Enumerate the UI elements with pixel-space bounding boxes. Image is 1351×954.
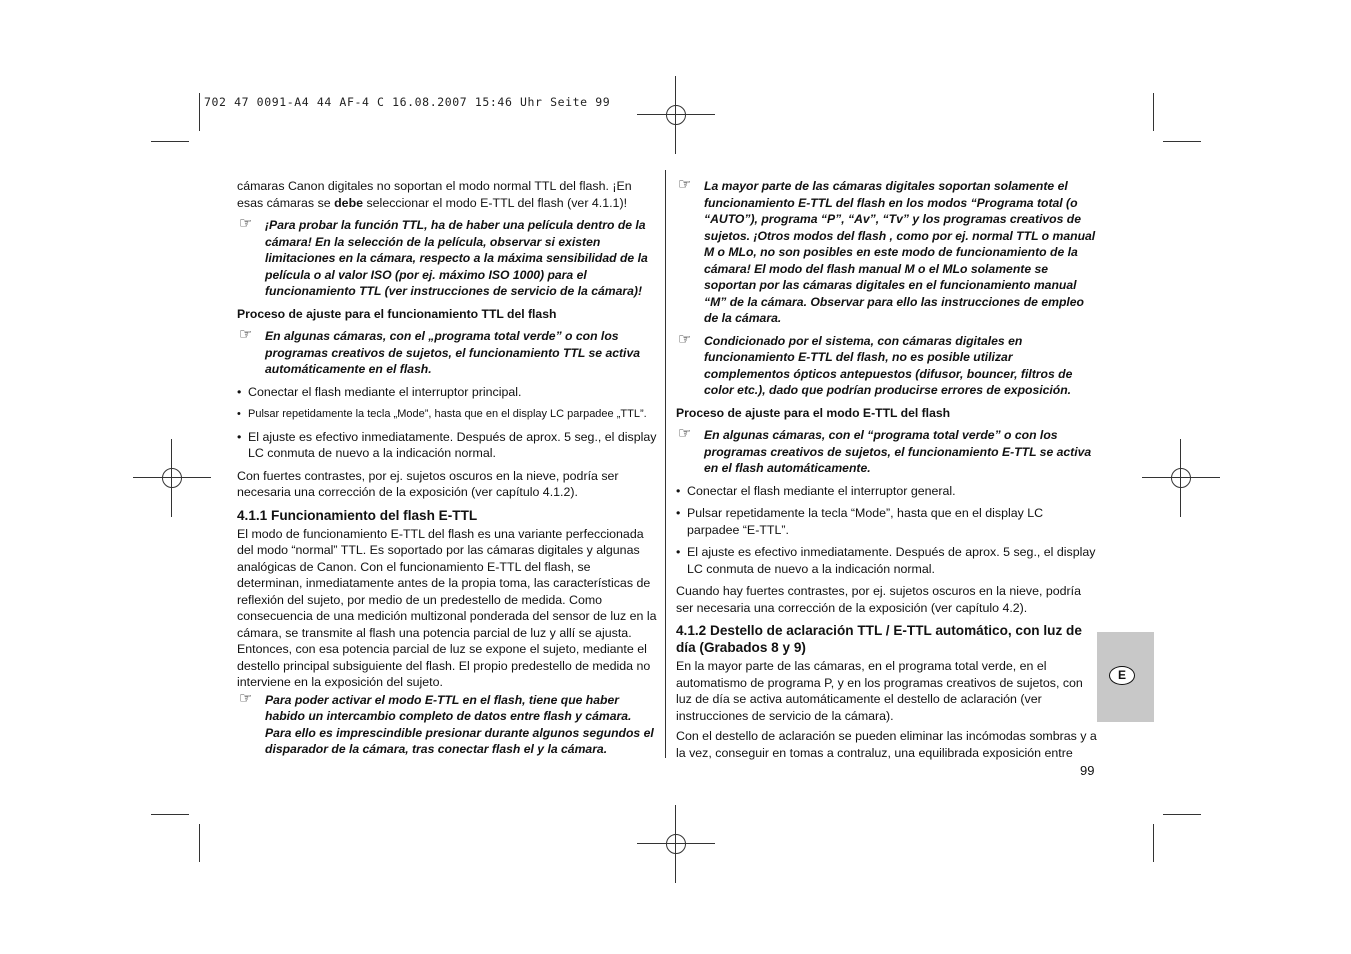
crop-mark [199, 824, 200, 862]
paragraph-fill-flash: En la mayor parte de las cámaras, en el programa total verde, en el automatismo de programa P, y en los programas creativos de sujetos, con luz de día se activa automáticamente el destello de aclaración (ver instrucciones de servicio de la cámara). [676, 659, 1083, 723]
pointing-hand-icon: ☞ [239, 326, 253, 343]
list-item: • Conectar el flash mediante el interruptor general. [676, 483, 1098, 500]
note-digital-cameras: ☞ La mayor parte de las cámaras digitales soportan solamente el funcionamiento E-TTL del flash en los modos “Programa total (o “AUTO”), programa “P”, “Av”, “Tv” y los programas creativos de sujetos. ¡Otros modos del flash , como por ej. normal TTL o manual M o MLo, no son posibles en este modo de funcionamiento de la cámara! El modo del flash manual M o el MLo solamente se soportan por las cámaras digitales en el funcionamiento manual “M” de la cámara. Observar para ello las instrucciones de empleo de la cámara. [678, 176, 1096, 325]
crop-mark [151, 141, 189, 142]
list-item: • Pulsar repetidamente la tecla “Mode”, hasta que en el display LC parpadee “E-TTL”. [676, 505, 1098, 538]
paragraph-ettl: El modo de funcionamiento E-TTL del flash es una variante perfeccionada del modo “normal” TTL. Es soportado por las cámaras digitales y algunas analógicas de Canon. Con el funcionamiento E-TTL del flash, se determinan, inmediatamente antes de la propia toma, las características de reflexión del sujeto, por medio de un predestello de medida. Como consecuencia de una medición multizonal ponderada del sensor de luz en la cámara, se transmite al flash una potencia parcial de luz y allí se ajusta. Entonces, con esa potencia parcial de luz se expone el sujeto, mediante el destello principal subsiguiente del flash. El propio predestello de medida no interviene en la exposición del sujeto. [237, 526, 657, 689]
pointing-hand-icon: ☞ [239, 689, 253, 707]
paragraph-fill-flash-cont: Con el destello de aclaración se pueden eliminar las incómodas sombras y a la vez, conseguir en tomas a contraluz, una equilibrada exposición entre [676, 729, 1097, 760]
list-item: • El ajuste es efectivo inmediatamente. Después de aprox. 5 seg., el display LC conmuta de nuevo a la indicación normal. [237, 429, 658, 462]
list-item: • Pulsar repetidamente la tecla „Mode”, hasta que en el display LC parpadee „TTL”. [237, 406, 658, 423]
page-number: 99 [1080, 763, 1095, 778]
left-column [237, 178, 658, 758]
subheading-ettl-setup: Proceso de ajuste para el modo E-TTL del flash [676, 405, 951, 420]
note-optical-accessories: ☞ Condicionado por el sistema, con cámaras digitales en funcionamiento E-TTL del flash, no es posible utilizar complementos ópticos antepuestos (difusor, bouncer, filtros de color etc.), dado que podrían producirse errores de exposición. [678, 330, 1073, 397]
right-column [676, 178, 1098, 761]
pointing-hand-icon: ☞ [239, 215, 253, 232]
language-badge: E [1109, 666, 1135, 685]
section-heading-412: 4.1.2 Destello de aclaración TTL / E-TTL automático, con luz de día (Grabados 8 y 9) [676, 623, 1082, 655]
registration-mark-icon [1142, 439, 1220, 517]
crop-mark [151, 814, 189, 815]
paragraph-contrast: Con fuertes contrastes, por ej. sujetos oscuros en la nieve, podría ser necesaria una corrección de la exposición (ver capítulo 4.1.2). [237, 468, 619, 499]
pointing-hand-icon: ☞ [678, 176, 692, 193]
intro-paragraph: cámaras Canon digitales no soportan el modo normal TTL del flash. ¡En esas cámaras se debe seleccionar el modo E-TTL del flash (ver 4.1.1)! [237, 179, 632, 210]
note-green-program-ettl: ☞ En algunas cámaras, con el “programa total verde” o con los programas creativos de sujetos, el funcionamiento E-TTL se activa en el flash automáticamente. [678, 425, 1092, 475]
registration-mark-icon [637, 76, 715, 154]
language-tab [1097, 632, 1154, 722]
note-green-program: ☞ En algunas cámaras, con el „programa total verde” o con los programas creativos de sujetos, el funcionamiento TTL se activa automáticamente en el flash. [239, 326, 640, 376]
pointing-hand-icon: ☞ [678, 330, 692, 348]
section-heading-411: 4.1.1 Funcionamiento del flash E-TTL [237, 507, 478, 523]
note-data-exchange: ☞ Para poder activar el modo E-TTL en el flash, tiene que haber habido un intercambio completo de datos entre flash y cámara. Para ello es imprescindible presionar durante algunos segundos el disparador de la cámara, tras conectar flash el y la cámara. [239, 689, 654, 756]
note-ttl-film: ☞ ¡Para probar la función TTL, ha de haber una película dentro de la cámara! En la selección de la película, observar si existen limitaciones en la cámara, respecto a la máxima sensibilidad de la película o al valor ISO (por ej. máximo ISO 1000) para el funcionamiento TTL (ver instrucciones de servicio de la cámara)! [239, 215, 648, 298]
list-item: • Conectar el flash mediante el interruptor principal. [237, 384, 658, 401]
registration-mark-icon [637, 805, 715, 883]
registration-mark-icon [133, 439, 211, 517]
crop-mark [1163, 141, 1201, 142]
crop-mark [1153, 824, 1154, 862]
subheading-ttl-setup: Proceso de ajuste para el funcionamiento TTL del flash [237, 306, 557, 321]
list-item: • El ajuste es efectivo inmediatamente. Después de aprox. 5 seg., el display LC conmuta de nuevo a la indicación normal. [676, 544, 1098, 577]
column-divider [665, 170, 666, 758]
pointing-hand-icon: ☞ [678, 425, 692, 442]
print-slug: 702 47 0091-A4 44 AF-4 C 16.08.2007 15:46 Uhr Seite 99 [204, 95, 611, 109]
crop-mark [1153, 93, 1154, 131]
crop-mark [1163, 814, 1201, 815]
crop-mark [199, 93, 200, 131]
paragraph-contrast: Cuando hay fuertes contrastes, por ej. sujetos oscuros en la nieve, podría ser necesaria una corrección de la exposición (ver capítulo 4.2). [676, 584, 1081, 615]
